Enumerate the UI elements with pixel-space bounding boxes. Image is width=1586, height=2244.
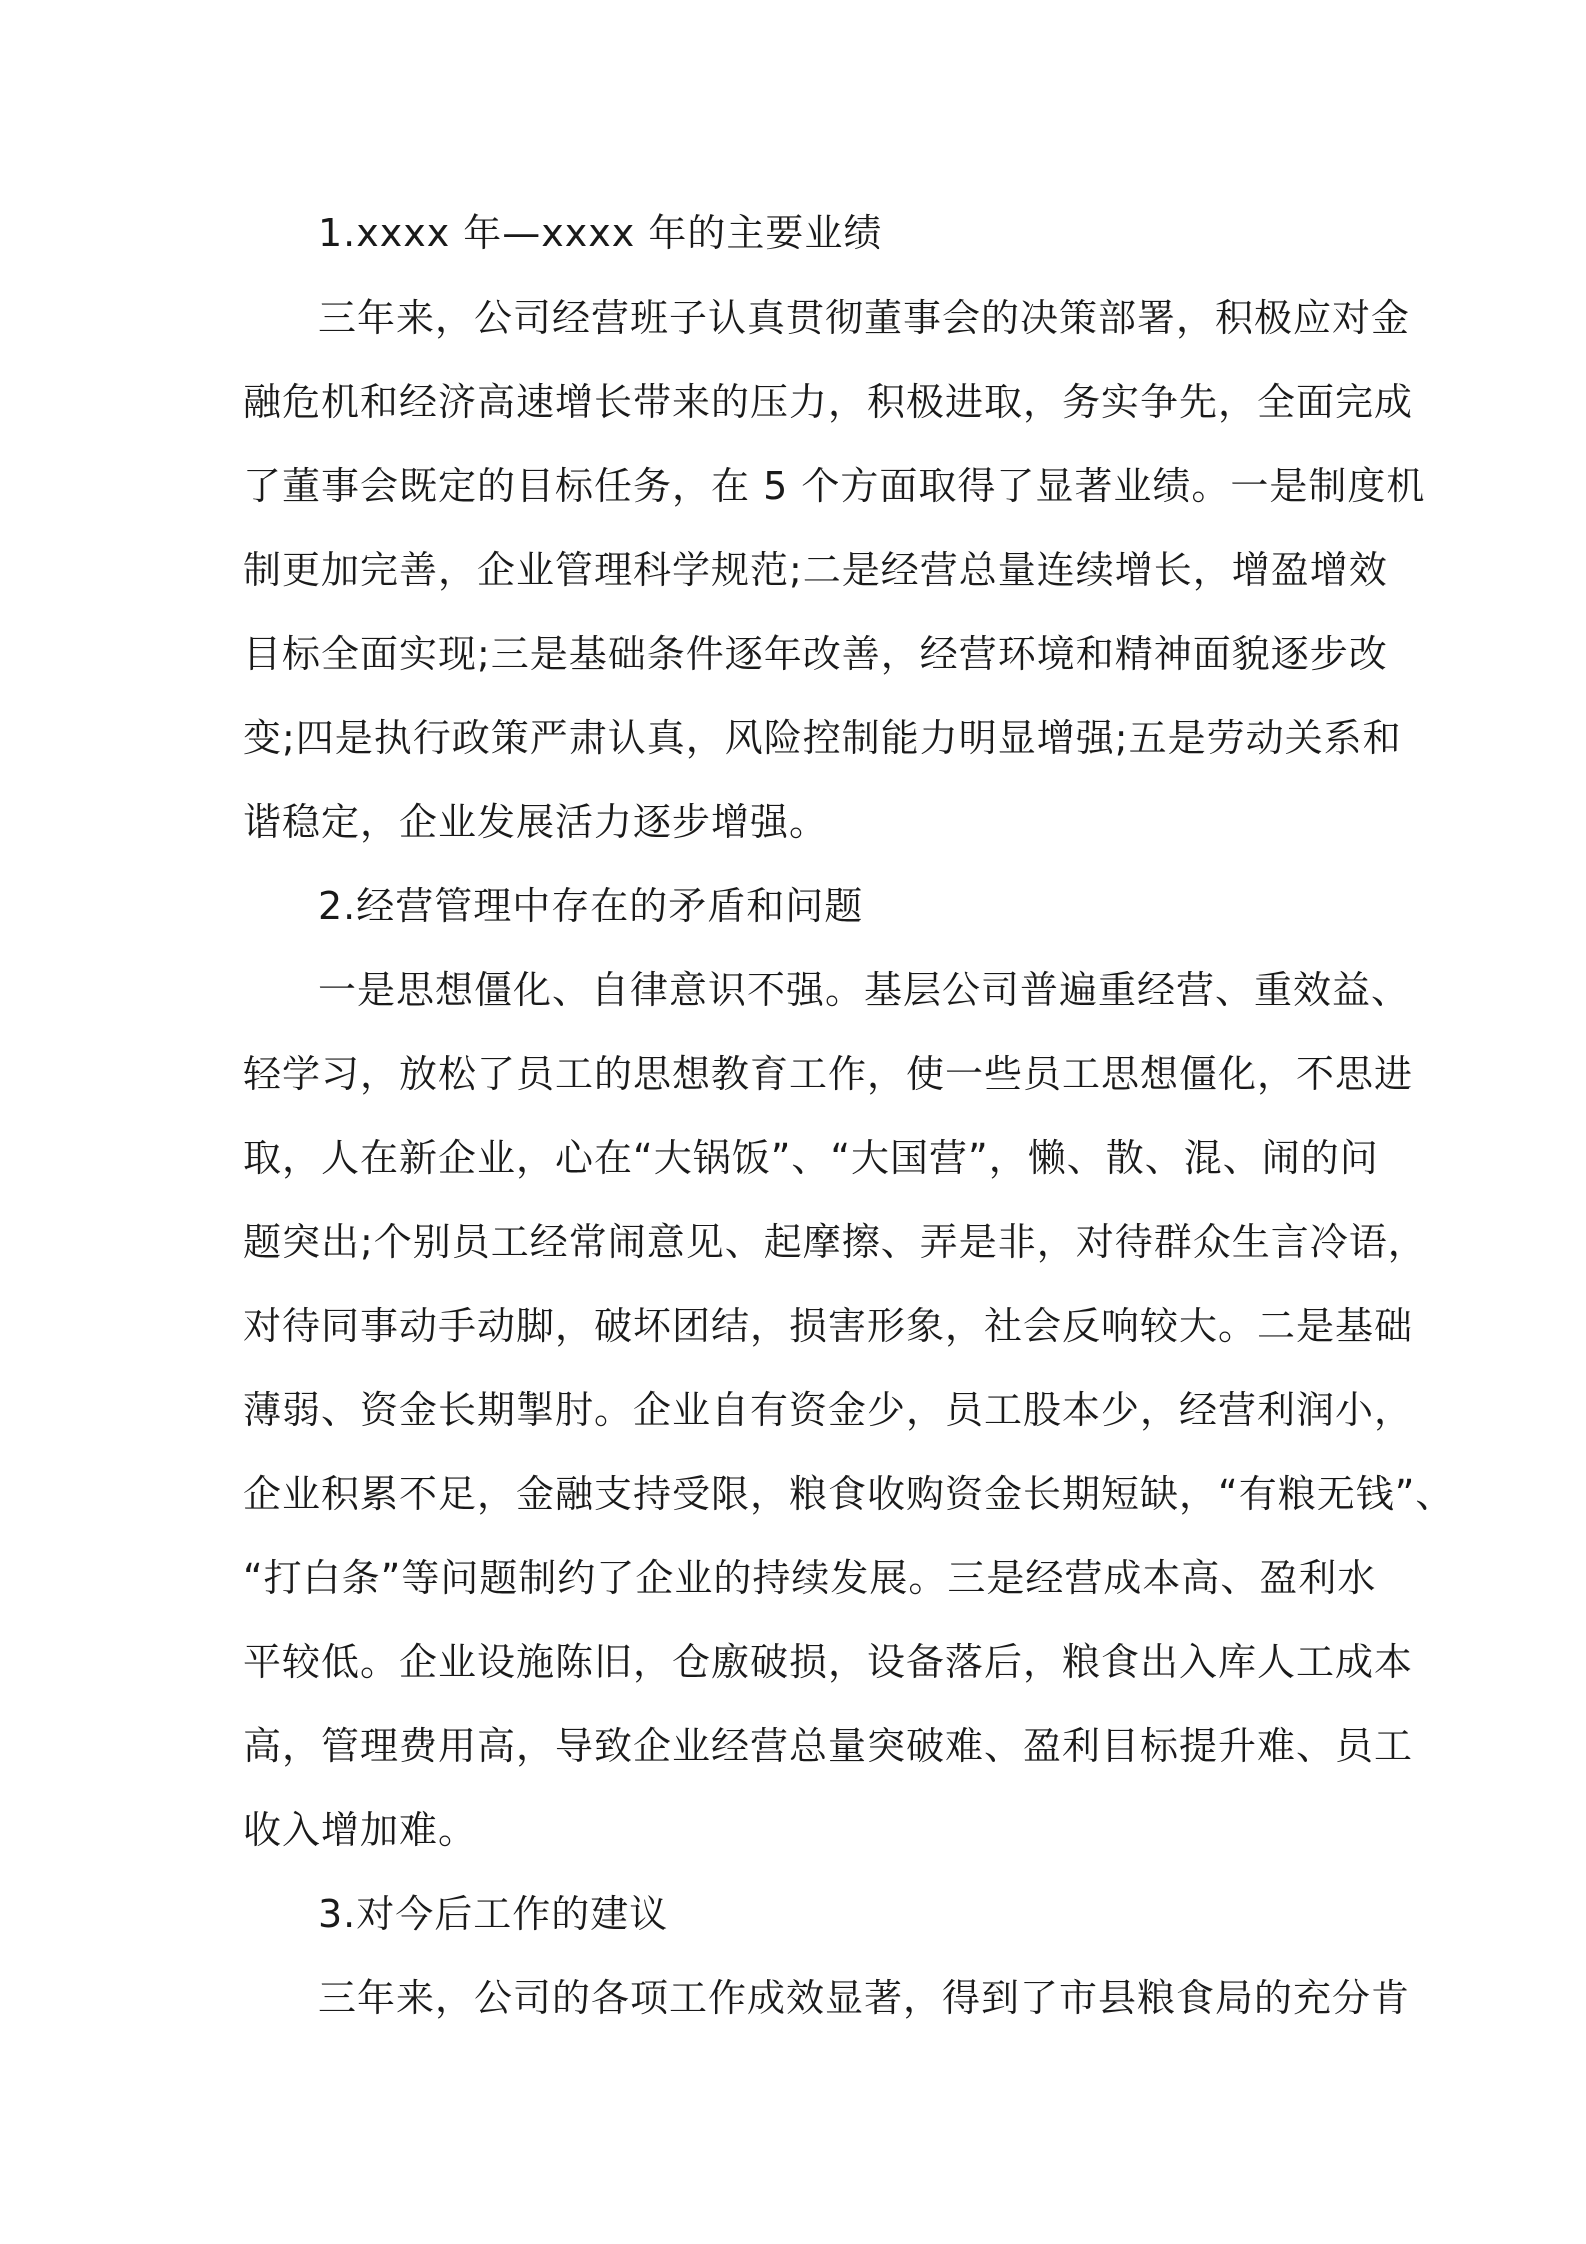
paragraph-line: 三年来，公司经营班子认真贯彻董事会的决策部署，积极应对金 xyxy=(318,296,1411,340)
paragraph-line: 薄弱、资金长期掣肘。企业自有资金少，员工股本少，经营利润小， xyxy=(243,1388,1414,1432)
paragraph-line: 企业积累不足，金融支持受限，粮食收购资金长期短缺，“有粮无钱”、 xyxy=(243,1472,1455,1516)
paragraph-line: 高，管理费用高，导致企业经营总量突破难、盈利目标提升难、员工 xyxy=(243,1724,1414,1768)
paragraph-line-last: 收入增加难。 xyxy=(243,1808,478,1852)
paragraph-line: 取，人在新企业，心在“大锅饭”、“大国营”，懒、散、混、闹的问 xyxy=(243,1136,1379,1180)
paragraph-line: 变;四是执行政策严肃认真，风险控制能力明显增强;五是劳动关系和 xyxy=(243,716,1402,760)
paragraph-line: 对待同事动手动脚，破坏团结，损害形象，社会反响较大。二是基础 xyxy=(243,1304,1414,1348)
section-heading-2: 2.经营管理中存在的矛盾和问题 xyxy=(318,884,864,928)
section-heading-1: 1.xxxx 年—xxxx 年的主要业绩 xyxy=(318,211,883,255)
paragraph-line: 目标全面实现;三是基础条件逐年改善，经营环境和精神面貌逐步改 xyxy=(243,632,1388,676)
paragraph-line-last: 谐稳定，企业发展活力逐步增强。 xyxy=(243,800,829,844)
paragraph-line: 融危机和经济高速增长带来的压力，积极进取，务实争先，全面完成 xyxy=(243,380,1414,424)
paragraph-line: 平较低。企业设施陈旧，仓廒破损，设备落后，粮食出入库人工成本 xyxy=(243,1640,1414,1684)
paragraph-line: 题突出;个别员工经常闹意见、起摩擦、弄是非，对待群众生言冷语， xyxy=(243,1220,1427,1264)
paragraph-line: 了董事会既定的目标任务，在 5 个方面取得了显著业绩。一是制度机 xyxy=(243,464,1426,508)
paragraph-line: 制更加完善，企业管理科学规范;二是经营总量连续增长，增盈增效 xyxy=(243,548,1388,592)
paragraph-line: 轻学习，放松了员工的思想教育工作，使一些员工思想僵化，不思进 xyxy=(243,1052,1414,1096)
paragraph-line: 三年来，公司的各项工作成效显著，得到了市县粮食局的充分肯 xyxy=(318,1976,1411,2020)
section-heading-3: 3.对今后工作的建议 xyxy=(318,1892,669,1936)
paragraph-line: “打白条”等问题制约了企业的持续发展。三是经营成本高、盈利水 xyxy=(243,1556,1377,1600)
paragraph-line: 一是思想僵化、自律意识不强。基层公司普遍重经营、重效益、 xyxy=(318,968,1411,1012)
